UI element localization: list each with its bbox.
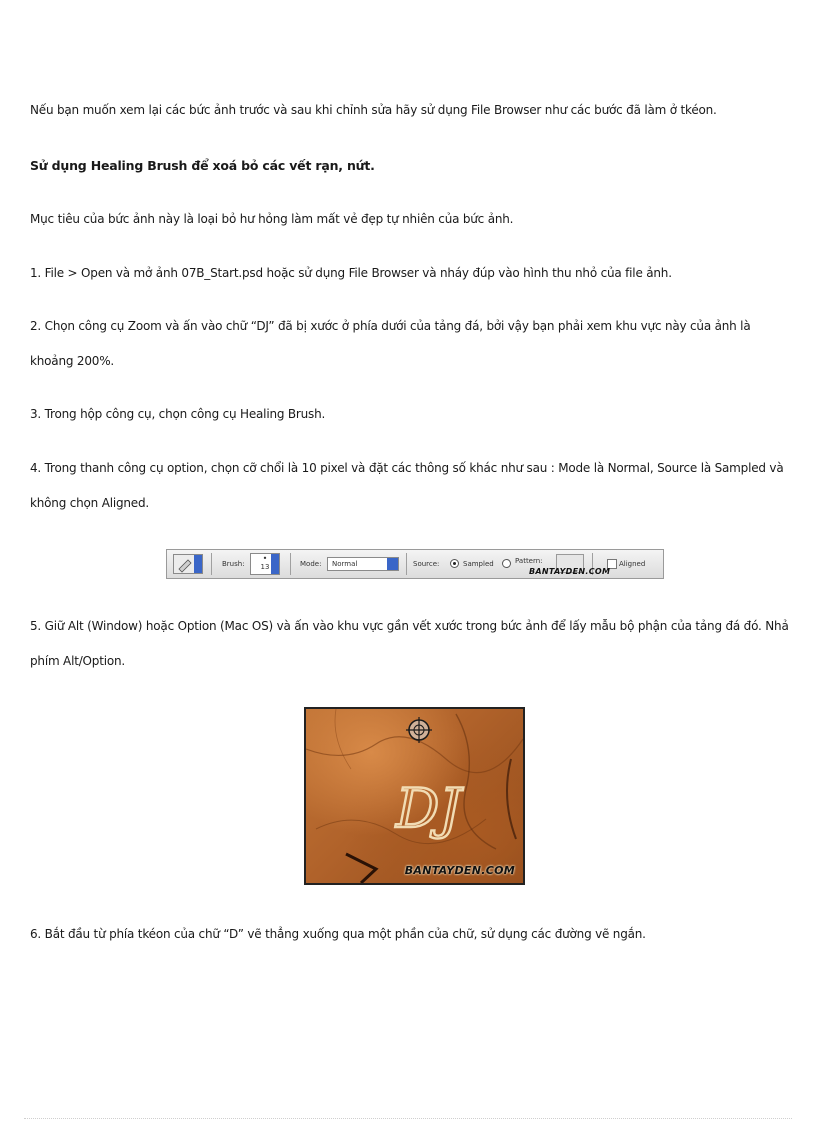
source-label: Source:: [413, 560, 440, 568]
step-2: 2. Chọn công cụ Zoom và ấn vào chữ “DJ” đã bị xước ở phía dưới của tảng đá, bởi vậy bạn phải xem khu vực này của ảnh là khoảng 200%.: [30, 319, 751, 368]
mode-label: Mode:: [300, 560, 322, 568]
section-heading: Sử dụng Healing Brush để xoá bỏ các vết rạn, nứt.: [30, 158, 375, 173]
step-3: 3. Trong hộp công cụ, chọn công cụ Healing Brush.: [30, 407, 326, 421]
sampled-radio: [450, 559, 459, 568]
brush-label: Brush:: [222, 560, 245, 568]
page-footer-rule: [24, 1118, 792, 1119]
sampled-label: Sampled: [463, 560, 494, 568]
toolbar-divider: [290, 553, 291, 575]
aligned-label: Aligned: [619, 560, 646, 568]
toolbar-divider: [211, 553, 212, 575]
intro-paragraph: Nếu bạn muốn xem lại các bức ảnh trước và sau khi chỉnh sửa hãy sử dụng File Browser như các bước đã làm ở tkéon.: [30, 103, 717, 117]
dropdown-arrow-icon: [271, 554, 279, 574]
step-1: 1. File > Open và mở ảnh 07B_Start.psd hoặc sử dụng File Browser và nháy đúp vào hình thu nhỏ của file ảnh.: [30, 266, 672, 280]
pattern-radio: [502, 559, 511, 568]
toolbar-watermark: BANTAYDEN.COM: [529, 567, 611, 576]
scratched-dj-text: DJ: [396, 777, 461, 840]
dropdown-arrow-icon: [387, 558, 398, 570]
brush-size-value: 13: [260, 563, 270, 571]
step-5: 5. Giữ Alt (Window) hoặc Option (Mac OS) và ấn vào khu vực gần vết xước trong bức ảnh để lấy mẫu bộ phận của tảng đá đó. Nhả phím Alt/Option.: [30, 619, 789, 668]
goal-paragraph: Mục tiêu của bức ảnh này là loại bỏ hư hỏng làm mất vẻ đẹp tự nhiên của bức ảnh.: [30, 212, 514, 226]
mode-select: [327, 557, 399, 571]
toolbar-divider: [406, 553, 407, 575]
step-4: 4. Trong thanh công cụ option, chọn cỡ chổi là 10 pixel và đặt các thông số khác như sau : Mode là Normal, Source là Sampled và không chọn Aligned.: [30, 461, 784, 510]
rock-photo: [304, 707, 525, 885]
pattern-label: Pattern:: [515, 557, 543, 565]
options-toolbar-image: [166, 549, 664, 579]
mode-value: Normal: [332, 560, 358, 568]
dropdown-arrow-icon: [194, 555, 202, 573]
healing-brush-icon: [173, 554, 203, 574]
step-6: 6. Bắt đầu từ phía tkéon của chữ “D” vẽ thẳng xuống qua một phần của chữ, sử dụng các đường vẽ ngắn.: [30, 927, 646, 941]
brush-size-picker: • 13: [250, 553, 280, 575]
scratched-letters: [306, 709, 523, 883]
photo-watermark: BANTAYDEN.COM: [404, 864, 515, 877]
